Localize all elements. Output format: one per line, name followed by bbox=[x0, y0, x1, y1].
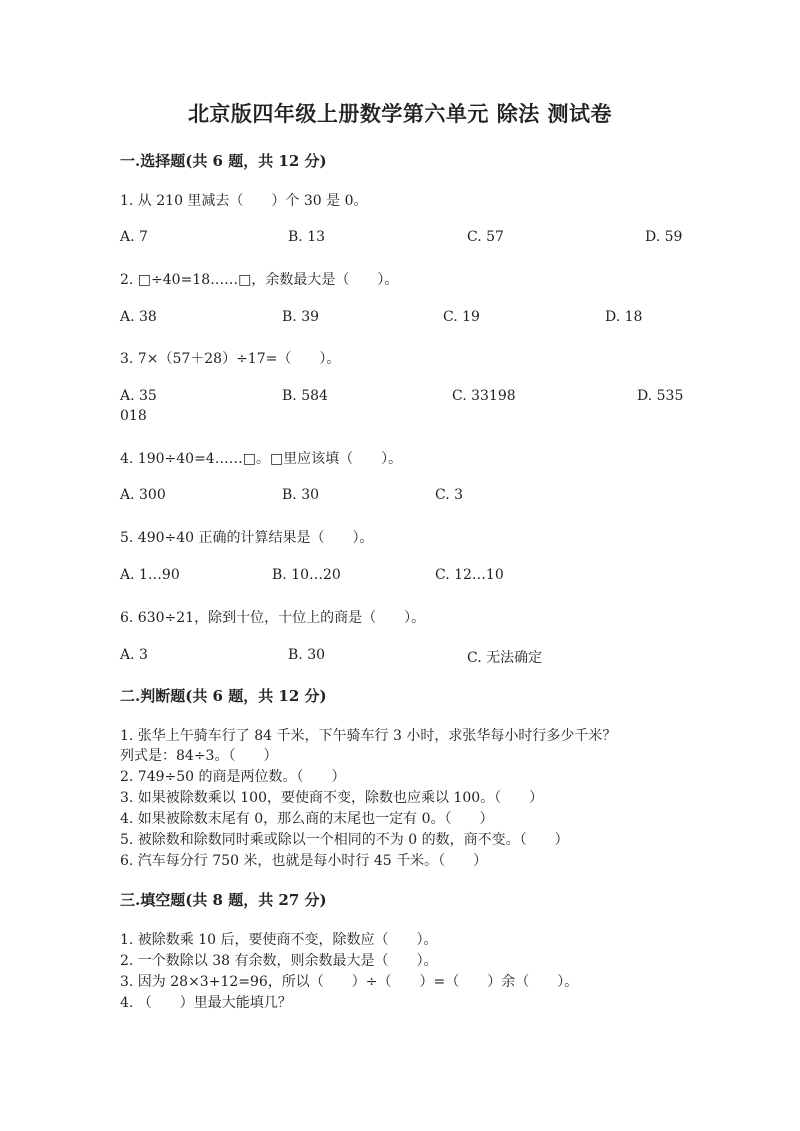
option-d-wrap: 018 bbox=[120, 408, 147, 424]
judgement-line: 2. 749÷50 的商是两位数。（ ） bbox=[120, 769, 346, 785]
question-text: 6. 630÷21，除到十位，十位上的商是（ ）。 bbox=[120, 610, 426, 626]
option-c: C. 无法确定 bbox=[467, 650, 543, 666]
question-text: 2. □÷40=18……□，余数最大是（ ）。 bbox=[120, 272, 399, 288]
option-a: A. 3 bbox=[120, 647, 148, 663]
fill-in-line: 2. 一个数除以 38 有余数，则余数最大是（ ）。 bbox=[120, 953, 438, 969]
option-c: C. 12…10 bbox=[435, 567, 504, 583]
option-a: A. 38 bbox=[120, 309, 157, 325]
option-d: D. 18 bbox=[605, 309, 643, 325]
judgement-line: 5. 被除数和除数同时乘或除以一个相同的不为 0 的数，商不变。（ ） bbox=[120, 832, 569, 848]
option-c: C. 19 bbox=[443, 309, 480, 325]
question-text: 5. 490÷40 正确的计算结果是（ ）。 bbox=[120, 530, 374, 546]
option-a: A. 300 bbox=[120, 487, 166, 503]
question-text: 4. 190÷40=4……□。□里应该填（ ）。 bbox=[120, 451, 403, 467]
judgement-line: 4. 如果被除数末尾有 0，那么商的末尾也一定有 0。（ ） bbox=[120, 811, 494, 827]
fill-in-line: 3. 因为 28×3+12=96，所以（ ）÷（ ）=（ ）余（ ）。 bbox=[120, 974, 579, 990]
option-a: A. 35 bbox=[120, 388, 157, 404]
judgement-line: 列式是：84÷3。（ ） bbox=[120, 748, 278, 764]
option-b: B. 10…20 bbox=[272, 567, 341, 583]
page-title: 北京版四年级上册数学第六单元 除法 测试卷 bbox=[187, 101, 613, 126]
section-heading-fill-in: 三.填空题(共 8 题，共 27 分) bbox=[120, 891, 327, 909]
option-d: D. 59 bbox=[645, 229, 683, 245]
question-text: 1. 从 210 里减去（ ）个 30 是 0。 bbox=[120, 193, 368, 209]
question-text: 3. 7×（57＋28）÷17=（ ）。 bbox=[120, 351, 341, 367]
option-b: B. 39 bbox=[282, 309, 320, 325]
judgement-line: 3. 如果被除数乘以 100，要使商不变，除数也应乘以 100。（ ） bbox=[120, 790, 544, 806]
option-b: B. 30 bbox=[282, 487, 320, 503]
fill-in-line: 4. （ ）里最大能填几？ bbox=[120, 995, 292, 1011]
option-a: A. 7 bbox=[120, 229, 148, 245]
section-heading-judgement: 二.判断题(共 6 题，共 12 分) bbox=[120, 687, 327, 705]
option-c: C. 3 bbox=[435, 487, 464, 503]
option-d: D. 535 bbox=[637, 388, 684, 404]
option-a: A. 1…90 bbox=[120, 567, 180, 583]
option-c: C. 57 bbox=[467, 229, 504, 245]
option-b: B. 13 bbox=[288, 229, 326, 245]
judgement-line: 1. 张华上午骑车行了 84 千米，下午骑车行 3 小时，求张华每小时行多少千米？ bbox=[120, 728, 617, 744]
fill-in-line: 1. 被除数乘 10 后，要使商不变，除数应（ ）。 bbox=[120, 932, 438, 948]
section-heading-choice: 一.选择题(共 6 题，共 12 分) bbox=[120, 152, 327, 170]
judgement-line: 6. 汽车每分行 750 米，也就是每小时行 45 千米。（ ） bbox=[120, 853, 488, 869]
option-b: B. 584 bbox=[282, 388, 328, 404]
option-c: C. 33198 bbox=[452, 388, 516, 404]
option-b: B. 30 bbox=[288, 647, 326, 663]
